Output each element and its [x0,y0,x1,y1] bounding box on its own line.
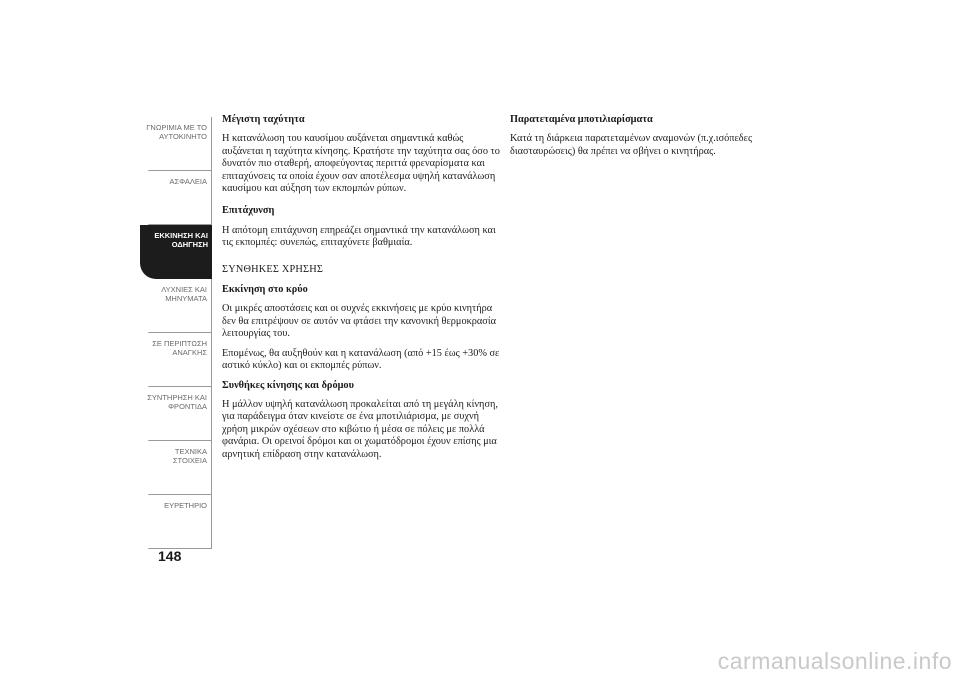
acceleration-heading: Επιτάχυνση [222,205,275,217]
acceleration-paragraph: Η απότομη επιτάχυνση επηρεάζει σημαντικά την κατανάλωση και τις εκπομπές: συνεπώς, επιταχύνετε βαθμιαία. [222,224,496,249]
conditions-section-title: ΣΥΝΘΗΚΕΣ ΧΡΗΣΗΣ [222,263,324,275]
tab-getting-to-know-car[interactable] [140,117,212,171]
traffic-jam-heading: Παρατεταμένα μποτιλιαρίσματα [510,114,653,125]
max-speed-paragraph: Η κατανάλωση του καυσίμου αυξάνεται σημαντικά καθώς αυξάνεται η ταχύτητα κίνησης. Κρατήστε την ταχύτητα σας όσο το δυνατόν πιο σταθερή, αποφεύγοντας περιττά φρεναρίσματα και επιταχύνσεις τα οποία έχουν σαν αποτέλεσμα υψηλή κατανάλωση καυσίμου και αύξηση των εκπομπών ρύπων. [222,133,500,195]
tab-label: ΓΝΩΡΙΜΙΑ ΜΕ ΤΟ ΑΥΤΟΚΙΝΗΤΟ [146,123,207,141]
tab-label: ΑΣΦΑΛΕΙΑ [169,177,207,186]
watermark: carmanualsonline.info [717,648,952,674]
traffic-jam-paragraph: Κατά τη διάρκεια παρατεταμένων αναμονών (π.χ.ισόπεδες διασταυρώσεις) θα πρέπει να σβήνει ο κινητήρας. [510,133,753,157]
tab-safety[interactable] [140,171,212,225]
tab-starting-and-driving[interactable] [140,225,212,279]
tab-label: ΕΚΚΙΝΗΣΗ ΚΑΙ ΟΔΗΓΗΣΗ [154,231,208,249]
tab-lights-and-messages[interactable] [140,279,212,333]
cold-start-heading: Εκκίνηση στο κρύο [222,284,308,296]
cold-start-consumption-paragraph: Επομένως, θα αυξηθούν και η κατανάλωση (από +15 έως +30% σε αστικό κύκλο) και οι εκπομπές ρύπων. [222,347,500,372]
tab-technical-data[interactable] [140,441,212,495]
right-column [510,114,778,165]
tab-label: ΣΕ ΠΕΡΙΠΤΩΣΗ ΑΝΑΓΚΗΣ [152,339,207,357]
tab-emergency[interactable] [140,333,212,387]
left-column [222,114,500,468]
tab-label: ΕΥΡΕΤΗΡΙΟ [164,501,207,510]
traffic-conditions-paragraph: Η μάλλον υψηλή κατανάλωση προκαλείται από τη μεγάλη κίνηση, για παράδειγμα όταν κινείστε σε ένα μποτιλιάρισμα, με συχνή χρήση μικρών σχέσεων στο κιβώτιο ή μέσα σε πόλεις με πολλά φανάρια. Οι ορεινοί δρόμοι και οι χωματόδρομοι έχουν επίσης μια αρνητική επίδραση στην κατανάλωση. [222,398,498,460]
max-speed-heading: Μέγιστη ταχύτητα [222,114,305,125]
traffic-conditions-heading: Συνθήκες κίνησης και δρόμου [222,379,354,391]
cold-start-paragraph: Οι μικρές αποστάσεις και οι συχνές εκκινήσεις με κρύο κινητήρα δεν θα επιτρέψουν σε αυτόν να φτάσει την κανονική θερμοκρασία λειτουργίας του. [222,303,497,340]
tab-label: ΣΥΝΤΗΡΗΣΗ ΚΑΙ ΦΡΟΝΤΙΔΑ [147,393,207,411]
tab-index[interactable] [140,495,212,549]
tab-label: ΛΥΧΝΙΕΣ ΚΑΙ ΜΗΝΥΜΑΤΑ [161,285,207,303]
tab-maintenance-and-care[interactable] [140,387,212,441]
tab-label: ΤΕΧΝΙΚΑ ΣΤΟΙΧΕΙΑ [172,447,207,465]
page-number: 148 [158,548,182,564]
